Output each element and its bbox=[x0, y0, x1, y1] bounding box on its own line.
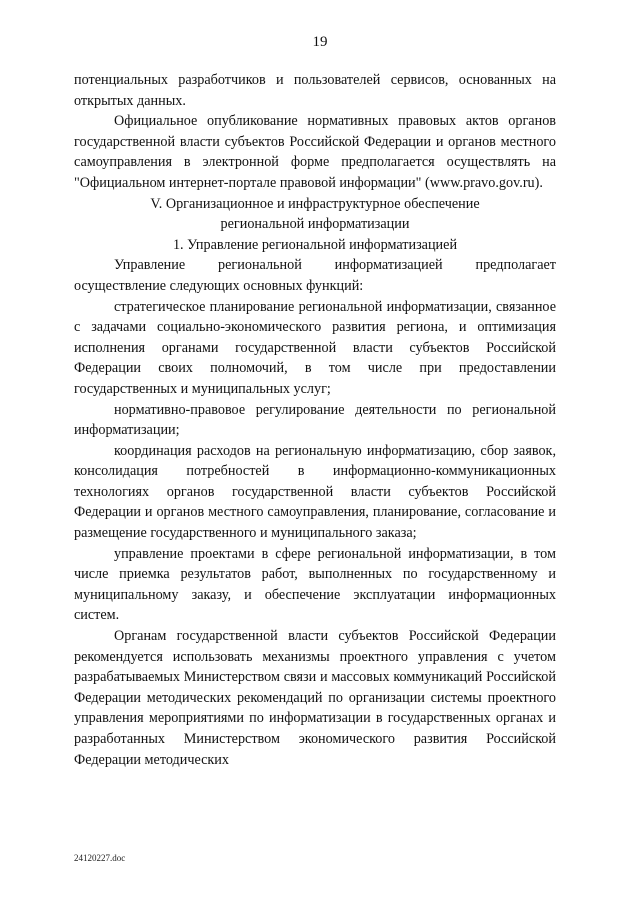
paragraph-project-management: управление проектами в сфере региональной информатизации, в том числе приемка результатов работ, выполненных по государственному и муниципальному заказу, и обеспечение эксплуатации информационных систем. bbox=[74, 545, 556, 624]
paragraph-strategic-planning: стратегическое планирование региональной информатизации, связанное с задачами социально-экономического развития региона, и оптимизация исполнения органами государственной власти субъектов Российской Федерации своих полномочий, в том числе при предоставлении государственных и муниципальных услуг; bbox=[74, 298, 556, 397]
page-number: 19 bbox=[312, 34, 328, 50]
paragraph-management-intro: Управление региональной информатизацией предполагает осуществление следующих основных функций: bbox=[74, 257, 556, 294]
section-heading-line-2: региональной информатизации bbox=[220, 216, 410, 233]
paragraph-recommendation: Органам государственной власти субъектов Российской Федерации рекомендуется использовать механизмы проектного управления с учетом разрабатываемых Министерством связи и массовых коммуникаций Российской Федерации методических рекомендаций по организации системы проектного управления мероприятиями по информатизации в государственных органах и разработанных Министерством экономического развития Российской Федерации методических bbox=[74, 628, 556, 768]
paragraph-continuation: потенциальных разработчиков и пользователей сервисов, основанных на открытых данных. bbox=[74, 72, 556, 109]
paragraph-regulation: нормативно-правовое регулирование деятельности по региональной информатизации; bbox=[74, 401, 556, 439]
footer-document-name: 24120227.doc bbox=[74, 853, 126, 863]
paragraph-coordination: координация расходов на региональную информатизацию, сбор заявок, консолидация потребностей в информационно-коммуникационных технологиях органов государственной власти субъектов Российской Федерации и органов местного самоуправления, планирование, согласование и размещение государственного и муниципального заказа; bbox=[74, 442, 556, 542]
document-body bbox=[74, 70, 556, 770]
section-heading-line-1: V. Организационное и инфраструктурное обеспечение bbox=[150, 195, 480, 212]
paragraph-official-publication: Официальное опубликование нормативных правовых актов органов государственной власти субъектов Российской Федерации и органов местного самоуправления в электронной форме предполагается осуществлять на "Официальном интернет-портале правовой информации" (www.pravo.gov.ru). bbox=[74, 113, 556, 191]
subsection-heading: 1. Управление региональной информатизацией bbox=[172, 236, 458, 253]
